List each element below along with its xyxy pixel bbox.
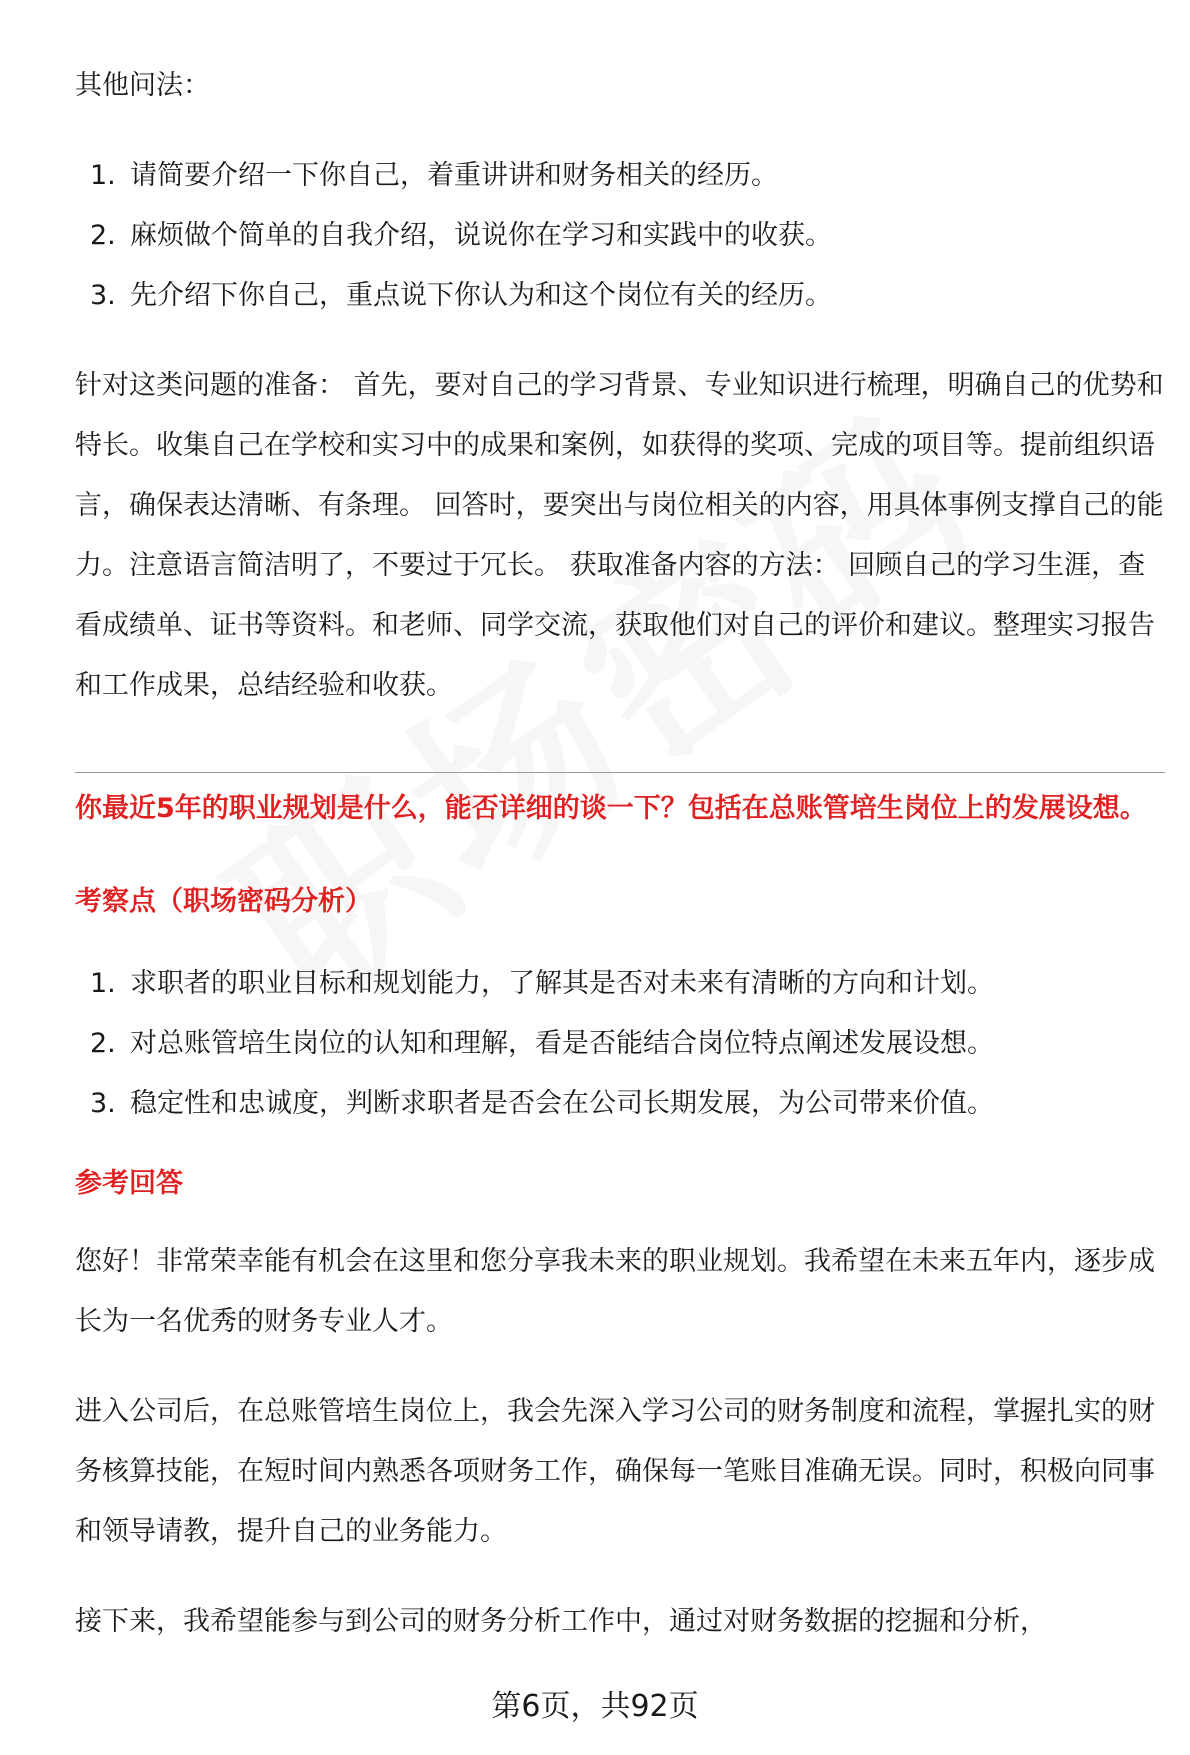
section-divider: [75, 772, 1165, 773]
list-item: [75, 206, 1165, 266]
page-number-footer: 第6页，共92页: [491, 1689, 699, 1724]
list-item: [75, 1074, 1165, 1134]
list-text: 稳定性和忠诚度，判断求职者是否会在公司长期发展，为公司带来价值。: [130, 1088, 994, 1119]
list-text: 麻烦做个简单的自我介绍，说说你在学习和实践中的收获。: [130, 220, 832, 251]
list-item: [75, 1014, 1165, 1074]
list-number: 2.: [90, 1028, 116, 1059]
list-item: [75, 266, 1165, 326]
list-item: [75, 954, 1165, 1014]
list-number: 1.: [90, 968, 116, 999]
list-text: 对总账管培生岗位的认知和理解，看是否能结合岗位特点阐述发展设想。: [130, 1028, 994, 1059]
prep-paragraph: 针对这类问题的准备： 首先，要对自己的学习背景、专业知识进行梳理，明确自己的优势和特长。收集自己在学校和实习中的成果和案例，如获得的奖项、完成的项目等。提前组织语言，确保表达清晰、有条理。 回答时，要突出与岗位相关的内容，用具体事例支撑自己的能力。注意语言简洁明了，不要过于冗长。 获取准备内容的方法： 回顾自己的学习生涯，查看成绩单、证书等资料。和老师、同学交流，获取他们对自己的评价和建议。整理实习报告和工作成果，总结经验和收获。: [75, 370, 1164, 701]
points-list: [75, 954, 1165, 1134]
answer-paragraph: 您好！非常荣幸能有机会在这里和您分享我未来的职业规划。我希望在未来五年内，逐步成长为一名优秀的财务专业人才。: [75, 1246, 1155, 1337]
list-number: 3.: [90, 280, 116, 311]
answer-heading: 参考回答: [75, 1168, 183, 1199]
list-text: 先介绍下你自己，重点说下你认为和这个岗位有关的经历。: [130, 280, 832, 311]
list-item: [75, 146, 1165, 206]
list-number: 1.: [90, 160, 116, 191]
list-text: 求职者的职业目标和规划能力，了解其是否对未来有清晰的方向和计划。: [130, 968, 994, 999]
points-heading: 考察点（职场密码分析）: [75, 886, 372, 917]
answer-paragraph: 进入公司后，在总账管培生岗位上，我会先深入学习公司的财务制度和流程，掌握扎实的财务核算技能，在短时间内熟悉各项财务工作，确保每一笔账目准确无误。同时，积极向同事和领导请教，提升自己的业务能力。: [75, 1396, 1155, 1547]
question-title: 你最近5年的职业规划是什么，能否详细的谈一下？包括在总账管培生岗位上的发展设想。: [75, 793, 1147, 824]
list-text: 请简要介绍一下你自己，着重讲讲和财务相关的经历。: [130, 160, 778, 191]
list-number: 2.: [90, 220, 116, 251]
intro-label: 其他问法：: [75, 70, 210, 101]
alt-question-list: [75, 146, 1165, 326]
answer-paragraph: 接下来，我希望能参与到公司的财务分析工作中，通过对财务数据的挖掘和分析，: [75, 1606, 1047, 1637]
list-number: 3.: [90, 1088, 116, 1119]
